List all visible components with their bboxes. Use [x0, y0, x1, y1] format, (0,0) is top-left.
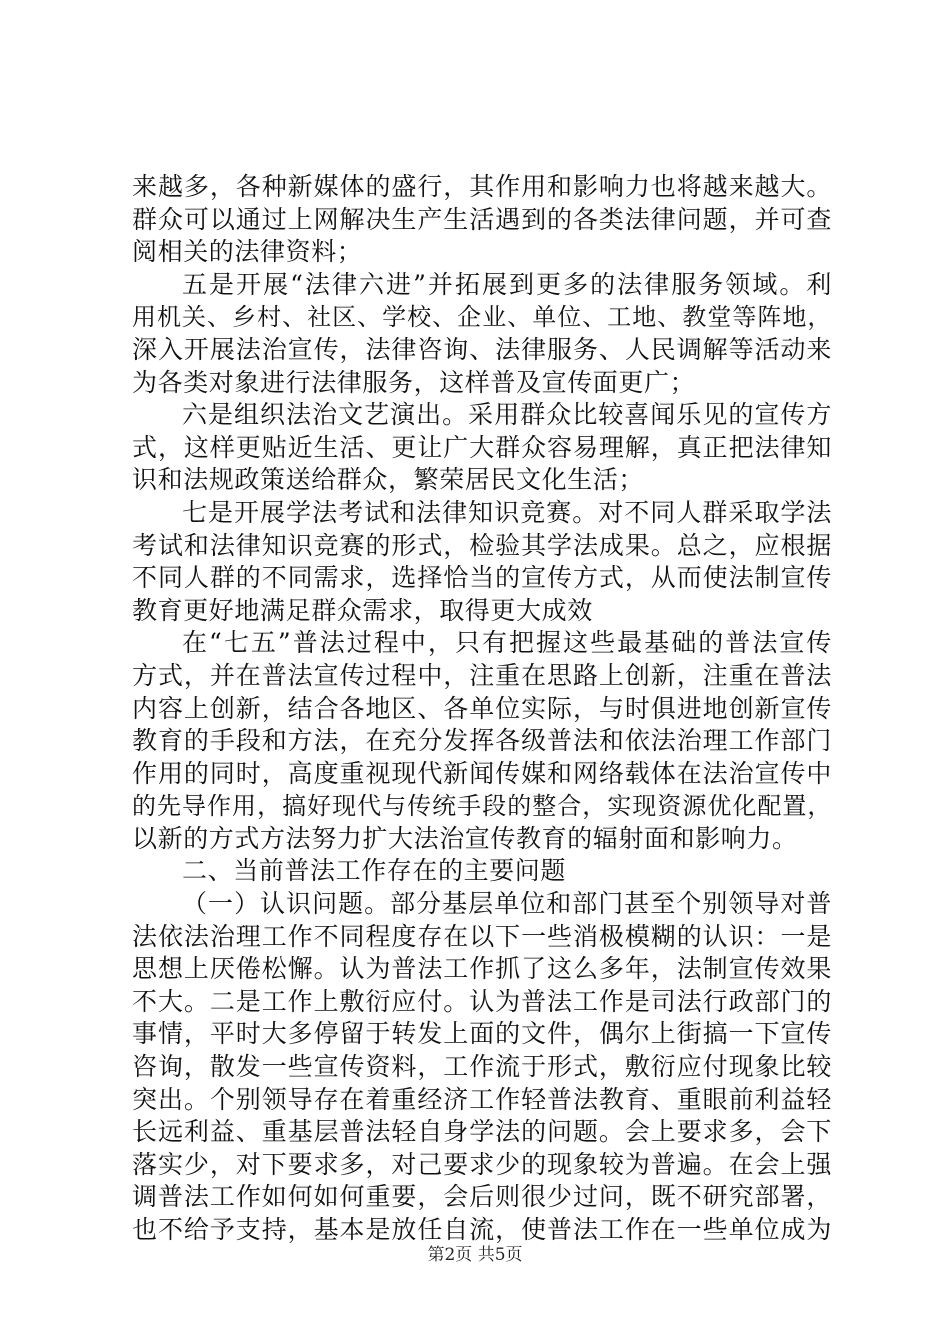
text-line: 教育的手段和方法，在充分发挥各级普法和依法治理工作部门: [132, 726, 832, 756]
text-line: 也不给予支持，基本是放任自流，使普法工作在一些单位成为: [132, 1215, 832, 1244]
text-line: 用机关、乡村、社区、学校、企业、单位、工地、教堂等阵地，: [132, 303, 832, 332]
text-line: 咨询，散发一些宣传资料，工作流于形式，敷衍应付现象比较: [132, 1052, 832, 1082]
text-line: 不大。二是工作上敷衍应付。认为普法工作是司法行政部门的: [132, 986, 832, 1016]
text-line: 深入开展法治宣传，法律咨询、法律服务、人民调解等活动来: [132, 334, 832, 364]
paragraph-start-line: 在“七五”普法过程中，只有把握这些最基础的普法宣传: [182, 628, 832, 658]
text-line: 群众可以通过上网解决生产生活遇到的各类法律问题，并可查: [132, 204, 832, 234]
text-line: 教育更好地满足群众需求，取得更大成效: [132, 595, 593, 625]
text-line: 事情，平时大多停留于转发上面的文件，偶尔上街搞一下宣传: [132, 1019, 832, 1049]
paragraph-start-line: 七是开展学法考试和法律知识竞赛。对不同人群采取学法: [182, 497, 832, 527]
text-line: 作用的同时，高度重视现代新闻传媒和网络载体在法治宣传中: [132, 758, 832, 788]
text-line: 落实少，对下要求多，对己要求少的现象较为普遍。在会上强: [132, 1149, 832, 1179]
text-line: 调普法工作如何如何重要，会后则很少过问，既不研究部署，: [132, 1182, 832, 1212]
text-line: 思想上厌倦松懈。认为普法工作抓了这么多年，法制宣传效果: [132, 954, 832, 984]
text-line: 式，这样更贴近生活、更让广大群众容易理解，真正把法律知: [132, 432, 832, 462]
text-line: 内容上创新，结合各地区、各单位实际，与时俱进地创新宣传: [132, 693, 832, 723]
text-line: 法依法治理工作不同程度存在以下一些消极模糊的认识：一是: [132, 921, 832, 951]
text-line: 突出。个别领导存在着重经济工作轻普法教育、重眼前利益轻: [132, 1084, 832, 1114]
text-line: 长远利益、重基层普法轻自身学法的问题。会上要求多，会下: [132, 1117, 832, 1147]
text-line: 来越多，各种新媒体的盛行，其作用和影响力也将越来越大。: [132, 172, 832, 201]
text-line: 方式，并在普法宣传过程中，注重在思路上创新，注重在普法: [132, 660, 832, 690]
text-line: 不同人群的不同需求，选择恰当的宣传方式，从而使法制宣传: [132, 563, 832, 593]
text-line: 为各类对象进行法律服务，这样普及宣传面更广；: [132, 367, 696, 397]
text-line: 考试和法律知识竞赛的形式，检验其学法成果。总之，应根据: [132, 530, 832, 560]
text-line: 阅相关的法律资料；: [132, 237, 363, 267]
section-heading: 二、当前普法工作存在的主要问题: [182, 856, 567, 886]
text-line: 以新的方式方法努力扩大法治宣传教育的辐射面和影响力。: [132, 823, 798, 853]
text-line: 识和法规政策送给群众，繁荣居民文化生活；: [132, 465, 645, 495]
document-body: [132, 171, 832, 1247]
paragraph-start-line: 六是组织法治文艺演出。采用群众比较喜闻乐见的宣传方: [182, 400, 832, 430]
paragraph-start-line: 五是开展“法律六进”并拓展到更多的法律服务领域。利: [182, 269, 832, 299]
paragraph-start-line: （一）认识问题。部分基层单位和部门甚至个别领导对普: [182, 889, 832, 919]
text-line: 的先导作用，搞好现代与传统手段的整合，实现资源优化配置，: [132, 792, 832, 821]
page-number-footer: 第2页 共5页: [427, 1245, 523, 1265]
